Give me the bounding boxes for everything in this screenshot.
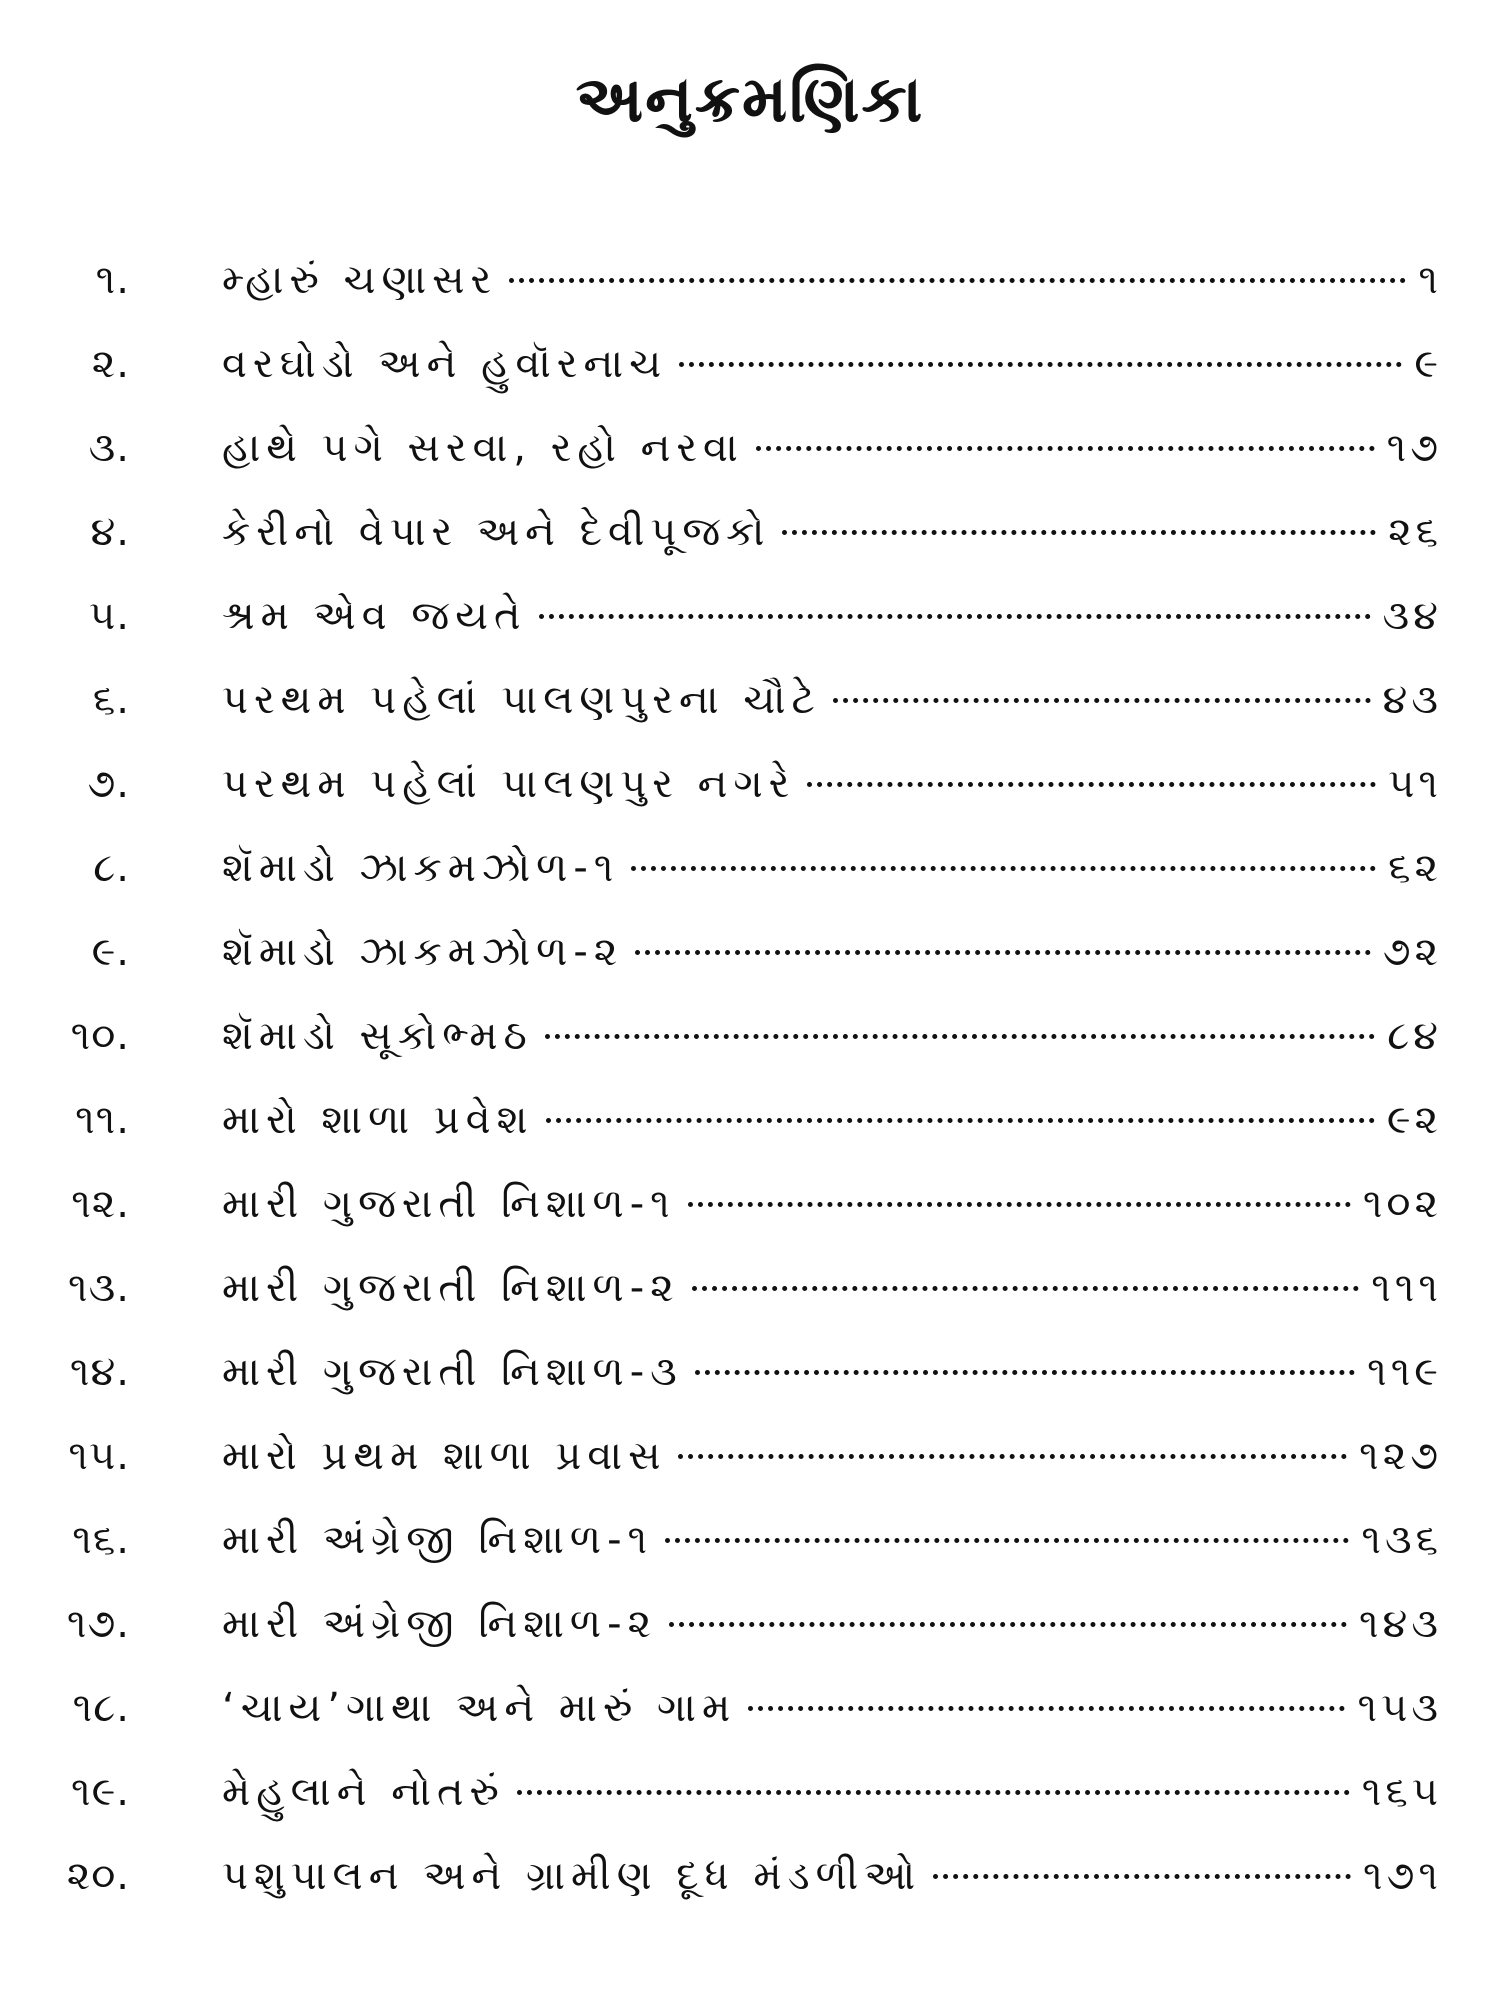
- toc-entry-page-number: ૧૬૫: [1361, 1769, 1442, 1815]
- toc-entry: [222, 1162, 1442, 1246]
- toc-row: [0, 994, 1500, 1078]
- toc-row: [0, 1834, 1500, 1918]
- toc-row: [0, 1666, 1500, 1750]
- toc-entry: [222, 574, 1442, 658]
- dot-leader: [933, 1874, 1351, 1879]
- toc-row: [0, 910, 1500, 994]
- toc-entry-title: મારો પ્રથમ શાળા પ્રવાસ: [222, 1433, 667, 1479]
- toc-entry-page-number: ૧૫૩: [1357, 1685, 1442, 1731]
- toc-entry: [222, 1078, 1442, 1162]
- toc-entry-number: ૪.: [90, 509, 130, 555]
- toc-entry-page-number: ૭૨: [1382, 929, 1442, 975]
- toc-row: [0, 1414, 1500, 1498]
- toc-entry-page-number: ૪૩: [1382, 677, 1442, 723]
- dot-leader: [692, 1286, 1360, 1291]
- toc-entry-number: ૧૧.: [75, 1097, 130, 1143]
- dot-leader: [688, 1202, 1351, 1207]
- toc-entry: [222, 406, 1442, 490]
- toc-entry-number: ૬.: [92, 677, 130, 723]
- toc-entry-number: ૭.: [87, 761, 130, 807]
- dot-leader: [665, 1538, 1349, 1543]
- toc-entry-number: ૧૭.: [66, 1601, 130, 1647]
- toc-entry-page-number: ૧૭૧: [1363, 1853, 1442, 1899]
- toc-entry-title: હાથે પગે સરવા, રહો નરવા: [222, 425, 744, 471]
- toc-entry-title: કેરીનો વેપાર અને દેવીપૂજકો: [222, 509, 771, 555]
- toc-entry-title: મારી અંગ્રેજી નિશાળ-૧: [222, 1517, 654, 1563]
- toc-entry-title: શૅમાડો ઝાકમઝોળ-૨: [222, 929, 624, 975]
- toc-entry-page-number: ૯૨: [1386, 1097, 1442, 1143]
- table-of-contents: [0, 238, 1500, 1918]
- toc-entry-title: શૅમાડો ઝાકમઝોળ-૧: [222, 845, 620, 891]
- toc-entry-page-number: ૧૭: [1386, 425, 1442, 471]
- toc-entry-page-number: ૧૩૬: [1361, 1517, 1442, 1563]
- toc-entry-number: ૨૦.: [66, 1853, 130, 1899]
- dot-leader: [679, 362, 1402, 367]
- toc-entry-number: ૧૯.: [71, 1769, 130, 1815]
- toc-entry-page-number: ૧૧૧: [1371, 1265, 1442, 1311]
- toc-entry-page-number: ૯: [1414, 341, 1442, 387]
- toc-entry-number: ૧૨.: [71, 1181, 130, 1227]
- toc-entry-page-number: ૧૦૨: [1362, 1181, 1442, 1227]
- dot-leader: [539, 614, 1371, 619]
- toc-entry-title: શૅમાડો સૂકોભ્મઠ: [222, 1013, 533, 1059]
- toc-entry-title: મારો શાળા પ્રવેશ: [222, 1097, 534, 1143]
- toc-row: [0, 238, 1500, 322]
- toc-entry-page-number: ૬૨: [1388, 845, 1442, 891]
- dot-leader: [631, 866, 1376, 871]
- toc-entry-page-number: ૨૬: [1388, 509, 1442, 555]
- toc-entry-number: ૧૩.: [68, 1265, 130, 1311]
- toc-entry-title: વરઘોડો અને હુવૉરનાચ: [222, 341, 668, 387]
- toc-entry-page-number: ૧૨૭: [1359, 1433, 1442, 1479]
- toc-entry-page-number: ૧: [1418, 257, 1442, 303]
- toc-entry-title: પશુપાલન અને ગ્રામીણ દૂધ મંડળીઓ: [222, 1853, 922, 1899]
- toc-entry-page-number: ૩૪: [1382, 593, 1442, 639]
- toc-entry-number: ૮.: [93, 845, 130, 891]
- dot-leader: [678, 1454, 1347, 1459]
- toc-entry-title: મેહુલાને નોતરું: [222, 1769, 505, 1815]
- dot-leader: [517, 1790, 1350, 1795]
- toc-entry-number: ૧૬.: [72, 1517, 130, 1563]
- toc-entry: [222, 1246, 1442, 1330]
- toc-row: [0, 1498, 1500, 1582]
- toc-row: [0, 1078, 1500, 1162]
- page-title: અનુક્રમણિકા: [575, 63, 925, 137]
- toc-entry: [222, 658, 1442, 742]
- toc-entry: [222, 1582, 1442, 1666]
- dot-leader: [635, 950, 1370, 955]
- toc-entry-number: ૧૫.: [68, 1433, 130, 1479]
- toc-entry-page-number: ૧૪૩: [1358, 1601, 1442, 1647]
- dot-leader: [509, 278, 1406, 283]
- toc-entry-number: ૫.: [89, 593, 130, 639]
- toc-row: [0, 322, 1500, 406]
- toc-row: [0, 1750, 1500, 1834]
- dot-leader: [546, 1118, 1375, 1123]
- dot-leader: [756, 446, 1375, 451]
- toc-entry-title: ‘ચાય’ગાથા અને મારું ગામ: [222, 1685, 737, 1731]
- toc-entry-number: ૧૪.: [69, 1349, 130, 1395]
- toc-entry-number: ૨.: [91, 341, 130, 387]
- toc-row: [0, 1330, 1500, 1414]
- toc-entry-number: ૧.: [95, 257, 130, 303]
- toc-entry-number: ૧૦.: [70, 1013, 130, 1059]
- dot-leader: [669, 1622, 1347, 1627]
- toc-row: [0, 1246, 1500, 1330]
- toc-row: [0, 658, 1500, 742]
- toc-entry-title: મ્હારું ચણાસર: [222, 257, 498, 303]
- toc-entry-title: પરથમ પહેલાં પાલણપુર નગરે: [222, 761, 796, 807]
- toc-entry: [222, 1666, 1442, 1750]
- toc-entry-number: ૧૮.: [72, 1685, 130, 1731]
- toc-row: [0, 742, 1500, 826]
- toc-entry-title: મારી ગુજરાતી નિશાળ-૨: [222, 1265, 680, 1311]
- toc-entry: [222, 238, 1442, 322]
- toc-entry: [222, 322, 1442, 406]
- toc-entry: [222, 1330, 1442, 1414]
- toc-row: [0, 1162, 1500, 1246]
- toc-entry-number: ૯.: [91, 929, 130, 975]
- dot-leader: [748, 1706, 1345, 1711]
- toc-entry: [222, 910, 1442, 994]
- toc-entry: [222, 490, 1442, 574]
- toc-entry-number: ૩.: [88, 425, 130, 471]
- dot-leader: [807, 782, 1376, 787]
- toc-row: [0, 574, 1500, 658]
- toc-row: [0, 490, 1500, 574]
- toc-row: [0, 406, 1500, 490]
- toc-entry: [222, 826, 1442, 910]
- toc-entry: [222, 1414, 1442, 1498]
- dot-leader: [782, 530, 1376, 535]
- toc-entry: [222, 1498, 1442, 1582]
- toc-entry-page-number: ૧૧૯: [1367, 1349, 1442, 1395]
- toc-entry-page-number: ૮૪: [1387, 1013, 1442, 1059]
- toc-entry-title: મારી ગુજરાતી નિશાળ-૧: [222, 1181, 676, 1227]
- toc-entry-title: પરથમ પહેલાં પાલણપુરના ચૌટે: [222, 677, 821, 723]
- dot-leader: [695, 1370, 1355, 1375]
- toc-entry-title: મારી અંગ્રેજી નિશાળ-૨: [222, 1601, 658, 1647]
- toc-row: [0, 826, 1500, 910]
- toc-entry: [222, 994, 1442, 1078]
- toc-entry-page-number: ૫૧: [1388, 761, 1442, 807]
- toc-entry: [222, 1834, 1442, 1918]
- toc-row: [0, 1582, 1500, 1666]
- dot-leader: [833, 698, 1371, 703]
- toc-entry: [222, 1750, 1442, 1834]
- toc-entry-title: શ્રમ એવ જયતે: [222, 593, 527, 639]
- toc-entry: [222, 742, 1442, 826]
- dot-leader: [545, 1034, 1375, 1039]
- toc-entry-title: મારી ગુજરાતી નિશાળ-૩: [222, 1349, 683, 1395]
